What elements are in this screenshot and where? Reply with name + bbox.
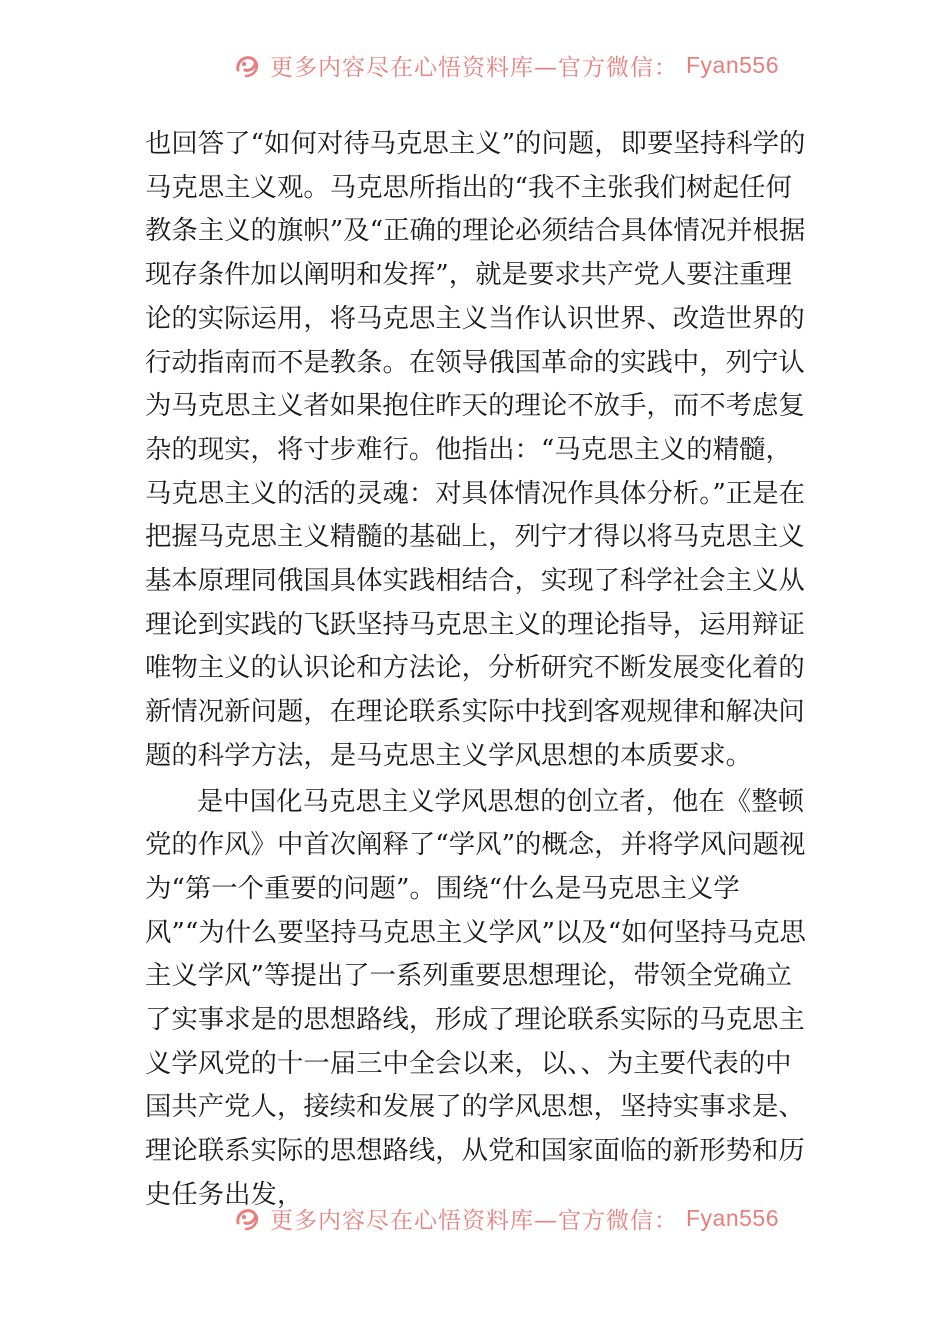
footer-wechat-id: Fyan556 (686, 1207, 780, 1231)
footer-banner (0, 1207, 950, 1237)
document-body (145, 122, 815, 1217)
brand-swirl-icon (232, 54, 262, 80)
header-banner (0, 54, 950, 84)
paragraph-2: 是中国化马克思主义学风思想的创立者，他在《整顿党的作风》中首次阐释了“学风”的概念，并将学风问题视为“第一个重要的问题”。围绕“什么是马克思主义学风”“为什么要坚持马克思主义学风”以及“如何坚持马克思主义学风”等提出了一系列重要思想理论，带领全党确立了实事求是的思想路线，形成了理论联系实际的马克思主义学风党的十一届三中全会以来，以、、为主要代表的中国共产党人，接续和发展了的学风思想，坚持实事求是、理论联系实际的思想路线，从党和国家面临的新形势和历史任务出发， (145, 785, 806, 1210)
footer-banner-text: 更多内容尽在心悟资料库—官方微信： (270, 1207, 678, 1234)
header-banner-text: 更多内容尽在心悟资料库—官方微信： (270, 54, 678, 81)
brand-swirl-icon (232, 1207, 262, 1233)
paragraph-1: 也回答了“如何对待马克思主义”的问题，即要坚持科学的马克思主义观。马克思所指出的“我不主张我们树起任何教条主义的旗帜”及“正确的理论必须结合具体情况并根据现存条件加以阐明和发挥”，就是要求共产党人要注重理论的实际运用，将马克思主义当作认识世界、改造世界的行动指南而不是教条。在领导俄国革命的实践中，列宁认为马克思主义者如果抱住昨天的理论不放手，而不考虑复杂的现实，将寸步难行。他指出：“马克思主义的精髓，马克思主义的活的灵魂：对具体情况作具体分析。”正是在把握马克思主义精髓的基础上，列宁才得以将马克思主义基本原理同俄国具体实践相结合，实现了科学社会主义从理论到实践的飞跃坚持马克思主义的理论指导，运用辩证唯物主义的认识论和方法论，分析研究不断发展变化着的新情况新问题，在理论联系实际中找到客观规律和解决问题的科学方法，是马克思主义学风思想的本质要求。 (145, 128, 806, 771)
footer-banner-line (232, 1207, 779, 1233)
header-banner-line (232, 54, 779, 80)
header-wechat-id: Fyan556 (686, 54, 780, 78)
